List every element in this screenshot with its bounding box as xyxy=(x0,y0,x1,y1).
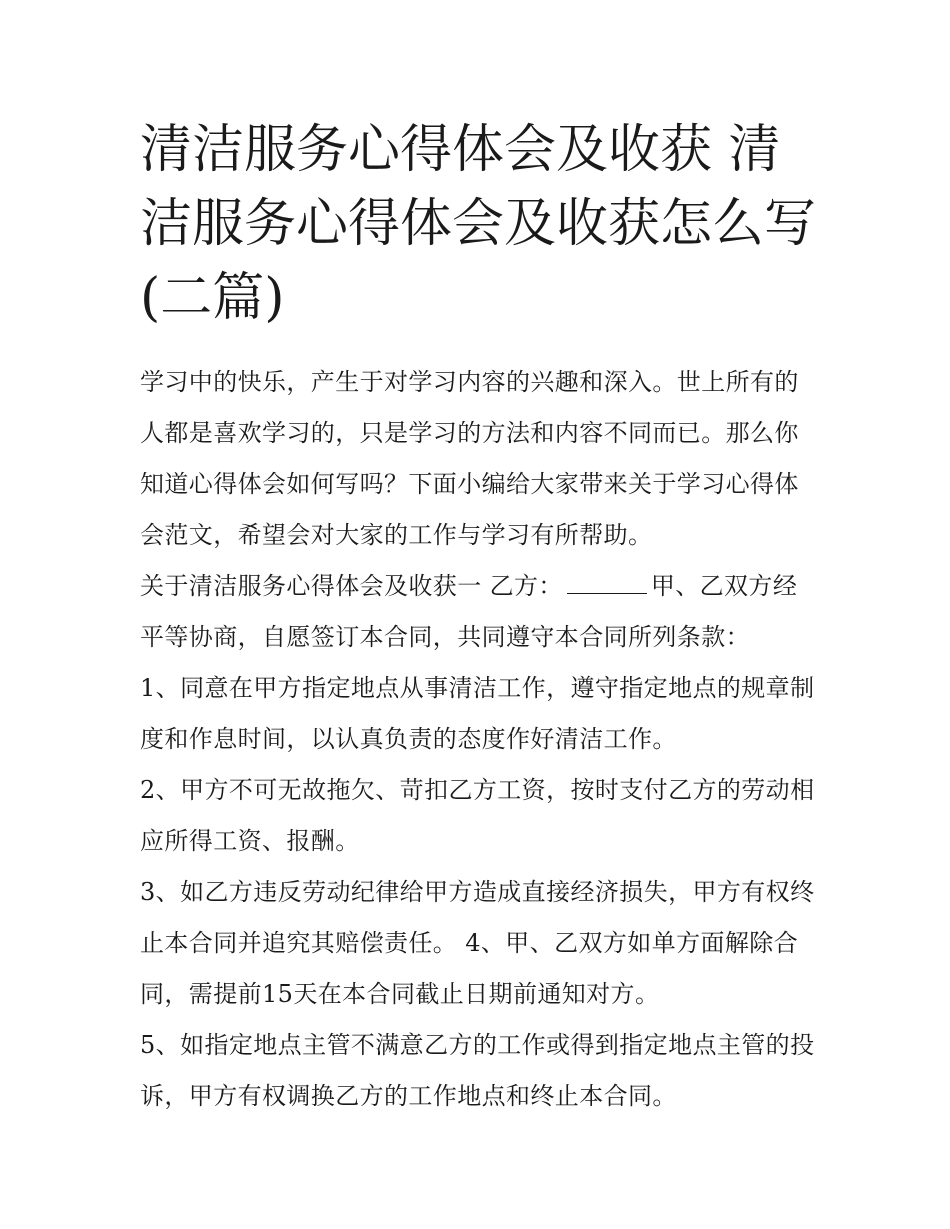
document-body xyxy=(140,357,816,1122)
intro-paragraph: 学习中的快乐，产生于对学习内容的兴趣和深入。世上所有的人都是喜欢学习的，只是学习的方法和内容不同而已。那么你知道心得体会如何写吗？下面小编给大家带来关于学习心得体会范文，希望会对大家的工作与学习有所帮助。 xyxy=(140,368,799,549)
contract-intro-text: 关于清洁服务心得体会及收获一 乙方： xyxy=(140,572,563,600)
document-title: 清洁服务心得体会及收获 清洁服务心得体会及收获怎么写(二篇) xyxy=(140,120,817,328)
contract-intro-paragraph xyxy=(140,561,820,663)
clause-5: 5、如指定地点主管不满意乙方的工作或得到指定地点主管的投诉，甲方有权调换乙方的工作地点和终止本合同。 xyxy=(140,1031,815,1110)
clause-3-4: 3、如乙方违反劳动纪律给甲方造成直接经济损失，甲方有权终止本合同并追究其赔偿责任。 4、甲、乙双方如单方面解除合同，需提前15天在本合同截止日期前通知对方。 xyxy=(140,878,815,1008)
clause-1: 1、同意在甲方指定地点从事清洁工作，遵守指定地点的规章制度和作息时间，以认真负责的态度作好清洁工作。 xyxy=(140,674,815,753)
contract-intro-continuation: 甲、乙双方经平等协商，自愿签订本合同，共同遵守本合同所列条款： xyxy=(140,572,798,651)
signature-blank-line xyxy=(567,571,647,594)
clause-2: 2、甲方不可无故拖欠、苛扣乙方工资，按时支付乙方的劳动相应所得工资、报酬。 xyxy=(140,776,815,855)
